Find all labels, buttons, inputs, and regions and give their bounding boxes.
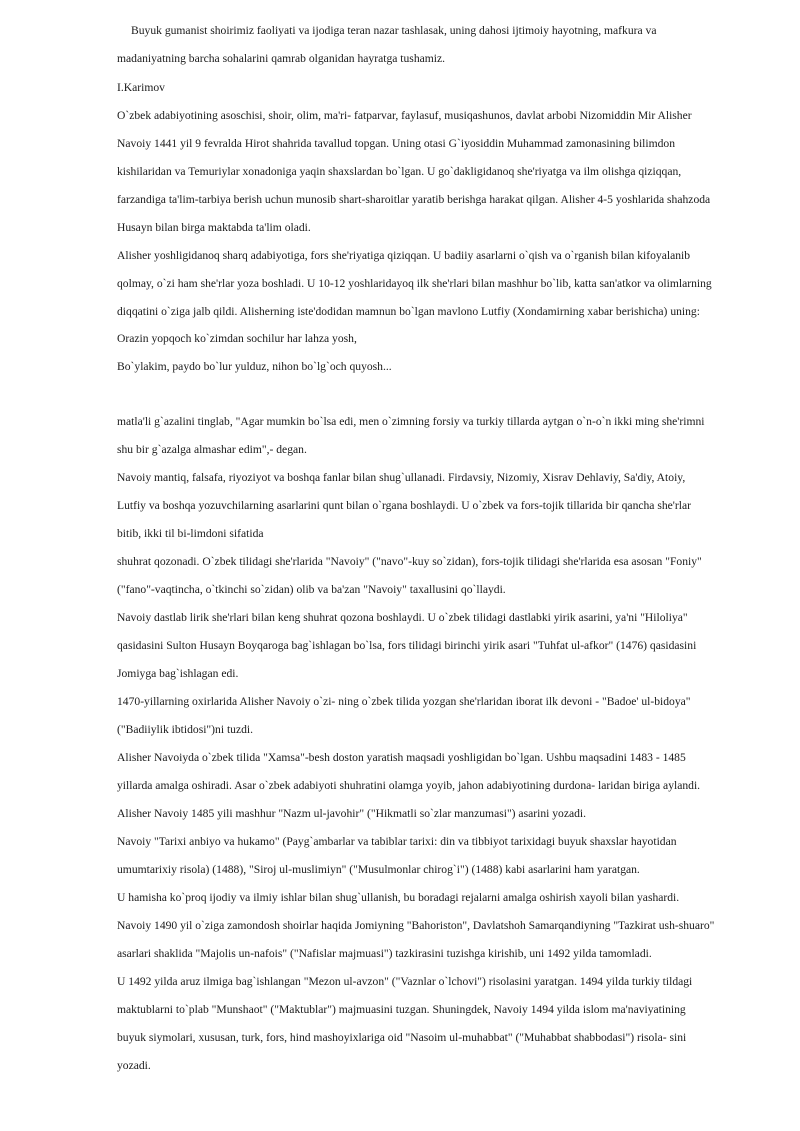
text-line: maktublarni to`plab "Munshaot" ("Maktublar") majmuasini tuzgan. Shuningdek, Navoiy 1494 yilda islom ma'naviyatining xyxy=(117,1003,686,1016)
text-line: ("fano"-vaqtincha, o`tkinchi so`zidan) olib va ba'zan "Navoiy" taxallusini qo`llaydi. xyxy=(117,583,506,596)
text-line: Navoiy mantiq, falsafa, riyoziyot va boshqa fanlar bilan shug`ullanadi. Firdavsiy, Nizomiy, Xisrav Dehlaviy, Sa'diy, Atoiy, xyxy=(117,471,686,484)
text-line: Jomiyga bag`ishlagan edi. xyxy=(117,667,239,680)
text-line: Navoiy 1441 yil 9 fevralda Hirot shahrida tavallud topgan. Uning otasi G`iyosiddin Muhammad zamonasining bilimdon xyxy=(117,137,676,150)
text-line: Alisher Navoiy 1485 yili mashhur "Nazm ul-javohir" ("Hikmatli so`zlar manzumasi") asarini yozadi. xyxy=(117,807,587,820)
text-line: ("Badiiylik ibtidosi")ni tuzdi. xyxy=(117,723,254,736)
text-line: shuhrat qozonadi. O`zbek tilidagi she'rlarida "Navoiy" ("navo"-kuy so`zidan), fors-tojik tilidagi she'rlarida esa asosan "Foniy" xyxy=(117,555,702,568)
text-line: qolmay, o`zi ham she'rlar yoza boshladi. U 10-12 yoshlaridayoq ilk she'rlari bilan mashhur bo`lib, katta san'atkor va olimlarning xyxy=(117,277,712,290)
text-line: shu bir g`azalga almashar edim",- degan. xyxy=(117,443,307,456)
text-line: O`zbek adabiyotining asoschisi, shoir, olim, ma'ri- fatparvar, faylasuf, musiqashunos, davlat arbobi Nizomiddin Mir Alisher xyxy=(117,109,692,122)
text-line: farzandiga ta'lim-tarbiya berish uchun munosib shart-sharoitlar yaratib berishga harakat qilgan. Alisher 4-5 yoshlarida shahzoda xyxy=(117,193,711,206)
text-line: bitib, ikki til bi-limdoni sifatida xyxy=(117,527,264,540)
author-signature: I.Karimov xyxy=(117,81,165,94)
text-line: kishilaridan va Temuriylar xonadoniga yaqin shaxslardan bo`lgan. U go`dakligidanoq she'riyatga va ilm olishga qiziqqan, xyxy=(117,165,682,178)
text-line: Husayn bilan birga maktabda ta'lim oladi. xyxy=(117,221,311,234)
text-line: Navoiy "Tarixi anbiyo va hukamo" (Payg`ambarlar va tabiblar tarixi: din va tibbiyot tarixidagi buyuk shaxslar hayotidan xyxy=(117,835,677,848)
text-line: diqqatini o`ziga jalb qildi. Alisherning iste'dodidan mamnun bo`lgan mavlono Lutfiy (Xondamirning xabar berishicha) uning: xyxy=(117,305,700,318)
text-line: Buyuk gumanist shoirimiz faoliyati va ijodiga teran nazar tashlasak, uning dahosi ijtimoiy hayotning, mafkura va xyxy=(131,24,657,37)
text-line: Navoiy dastlab lirik she'rlari bilan keng shuhrat qozona boshlaydi. U o`zbek tilidagi dastlabki yirik asarini, ya'ni "Hiloliya" xyxy=(117,611,688,624)
text-line: yillarda amalga oshiradi. Asar o`zbek adabiyoti shuhratini olamga yoyib, jahon adabiyotining durdona- laridan biriga aylandi. xyxy=(117,779,701,792)
text-line: yozadi. xyxy=(117,1059,151,1072)
text-line: Alisher yoshligidanoq sharq adabiyotiga, fors she'riyatiga qiziqqan. U badiiy asarlarni o`qish va o`rganish bilan kifoyalanib xyxy=(117,249,691,262)
poem-line: Bo`ylakim, paydo bo`lur yulduz, nihon bo`lg`och quyosh... xyxy=(117,360,392,373)
text-line: madaniyatning barcha sohalarini qamrab olganidan hayratga tushamiz. xyxy=(117,52,446,65)
text-line: Alisher Navoiyda o`zbek tilida "Xamsa"-besh doston yaratish maqsadi yoshligidan bo`lgan. Ushbu maqsadini 1483 - 1485 xyxy=(117,751,686,764)
text-line: U hamisha ko`proq ijodiy va ilmiy ishlar bilan shug`ullanish, bu boradagi rejalarni amalga oshirish xayoli bilan yashardi. xyxy=(117,891,680,904)
text-line: 1470-yillarning oxirlarida Alisher Navoiy o`zi- ning o`zbek tilida yozgan she'rlaridan iborat ilk devoni - "Badoe' ul-bidoya" xyxy=(117,695,691,708)
text-line: Navoiy 1490 yil o`ziga zamondosh shoirlar haqida Jomiyning "Bahoriston", Davlatshoh Samarqandiyning "Tazkirat ush-shuaro" xyxy=(117,919,715,932)
text-line: buyuk siymolari, xususan, turk, fors, hind mashoyixlariga oid "Nasoim ul-muhabbat" ("Muhabbat shabbodasi") risola- sini xyxy=(117,1031,687,1044)
text-line: matla'li g`azalini tinglab, "Agar mumkin bo`lsa edi, men o`zimning forsiy va turkiy tillarda aytgan o`n-o`n ikki ming she'rimni xyxy=(117,415,705,428)
text-line: Lutfiy va boshqa yozuvchilarning asarlarini qunt bilan o`rgana boshlaydi. U o`zbek va fors-tojik tillarida bir qancha she'rlar xyxy=(117,499,691,512)
poem-line: Orazin yopqoch ko`zimdan sochilur har lahza yosh, xyxy=(117,332,357,345)
text-line: U 1492 yilda aruz ilmiga bag`ishlangan "Mezon ul-avzon" ("Vaznlar o`lchovi") risolasini yaratgan. 1494 yilda turkiy tildagi xyxy=(117,975,693,988)
text-line: qasidasini Sulton Husayn Boyqaroga bag`ishlagan bo`lsa, fors tilidagi birinchi yirik asari "Tuhfat ul-afkor" (1476) qasidasini xyxy=(117,639,697,652)
text-line: asarlari shaklida "Majolis un-nafois" ("Nafislar majmuasi") tazkirasini tuzishga kirishib, uni 1492 yilda tamomladi. xyxy=(117,947,652,960)
text-line: umumtarixiy risola) (1488), "Siroj ul-muslimiyn" ("Musulmonlar chirog`i") (1488) kabi asarlarini ham yaratgan. xyxy=(117,863,640,876)
